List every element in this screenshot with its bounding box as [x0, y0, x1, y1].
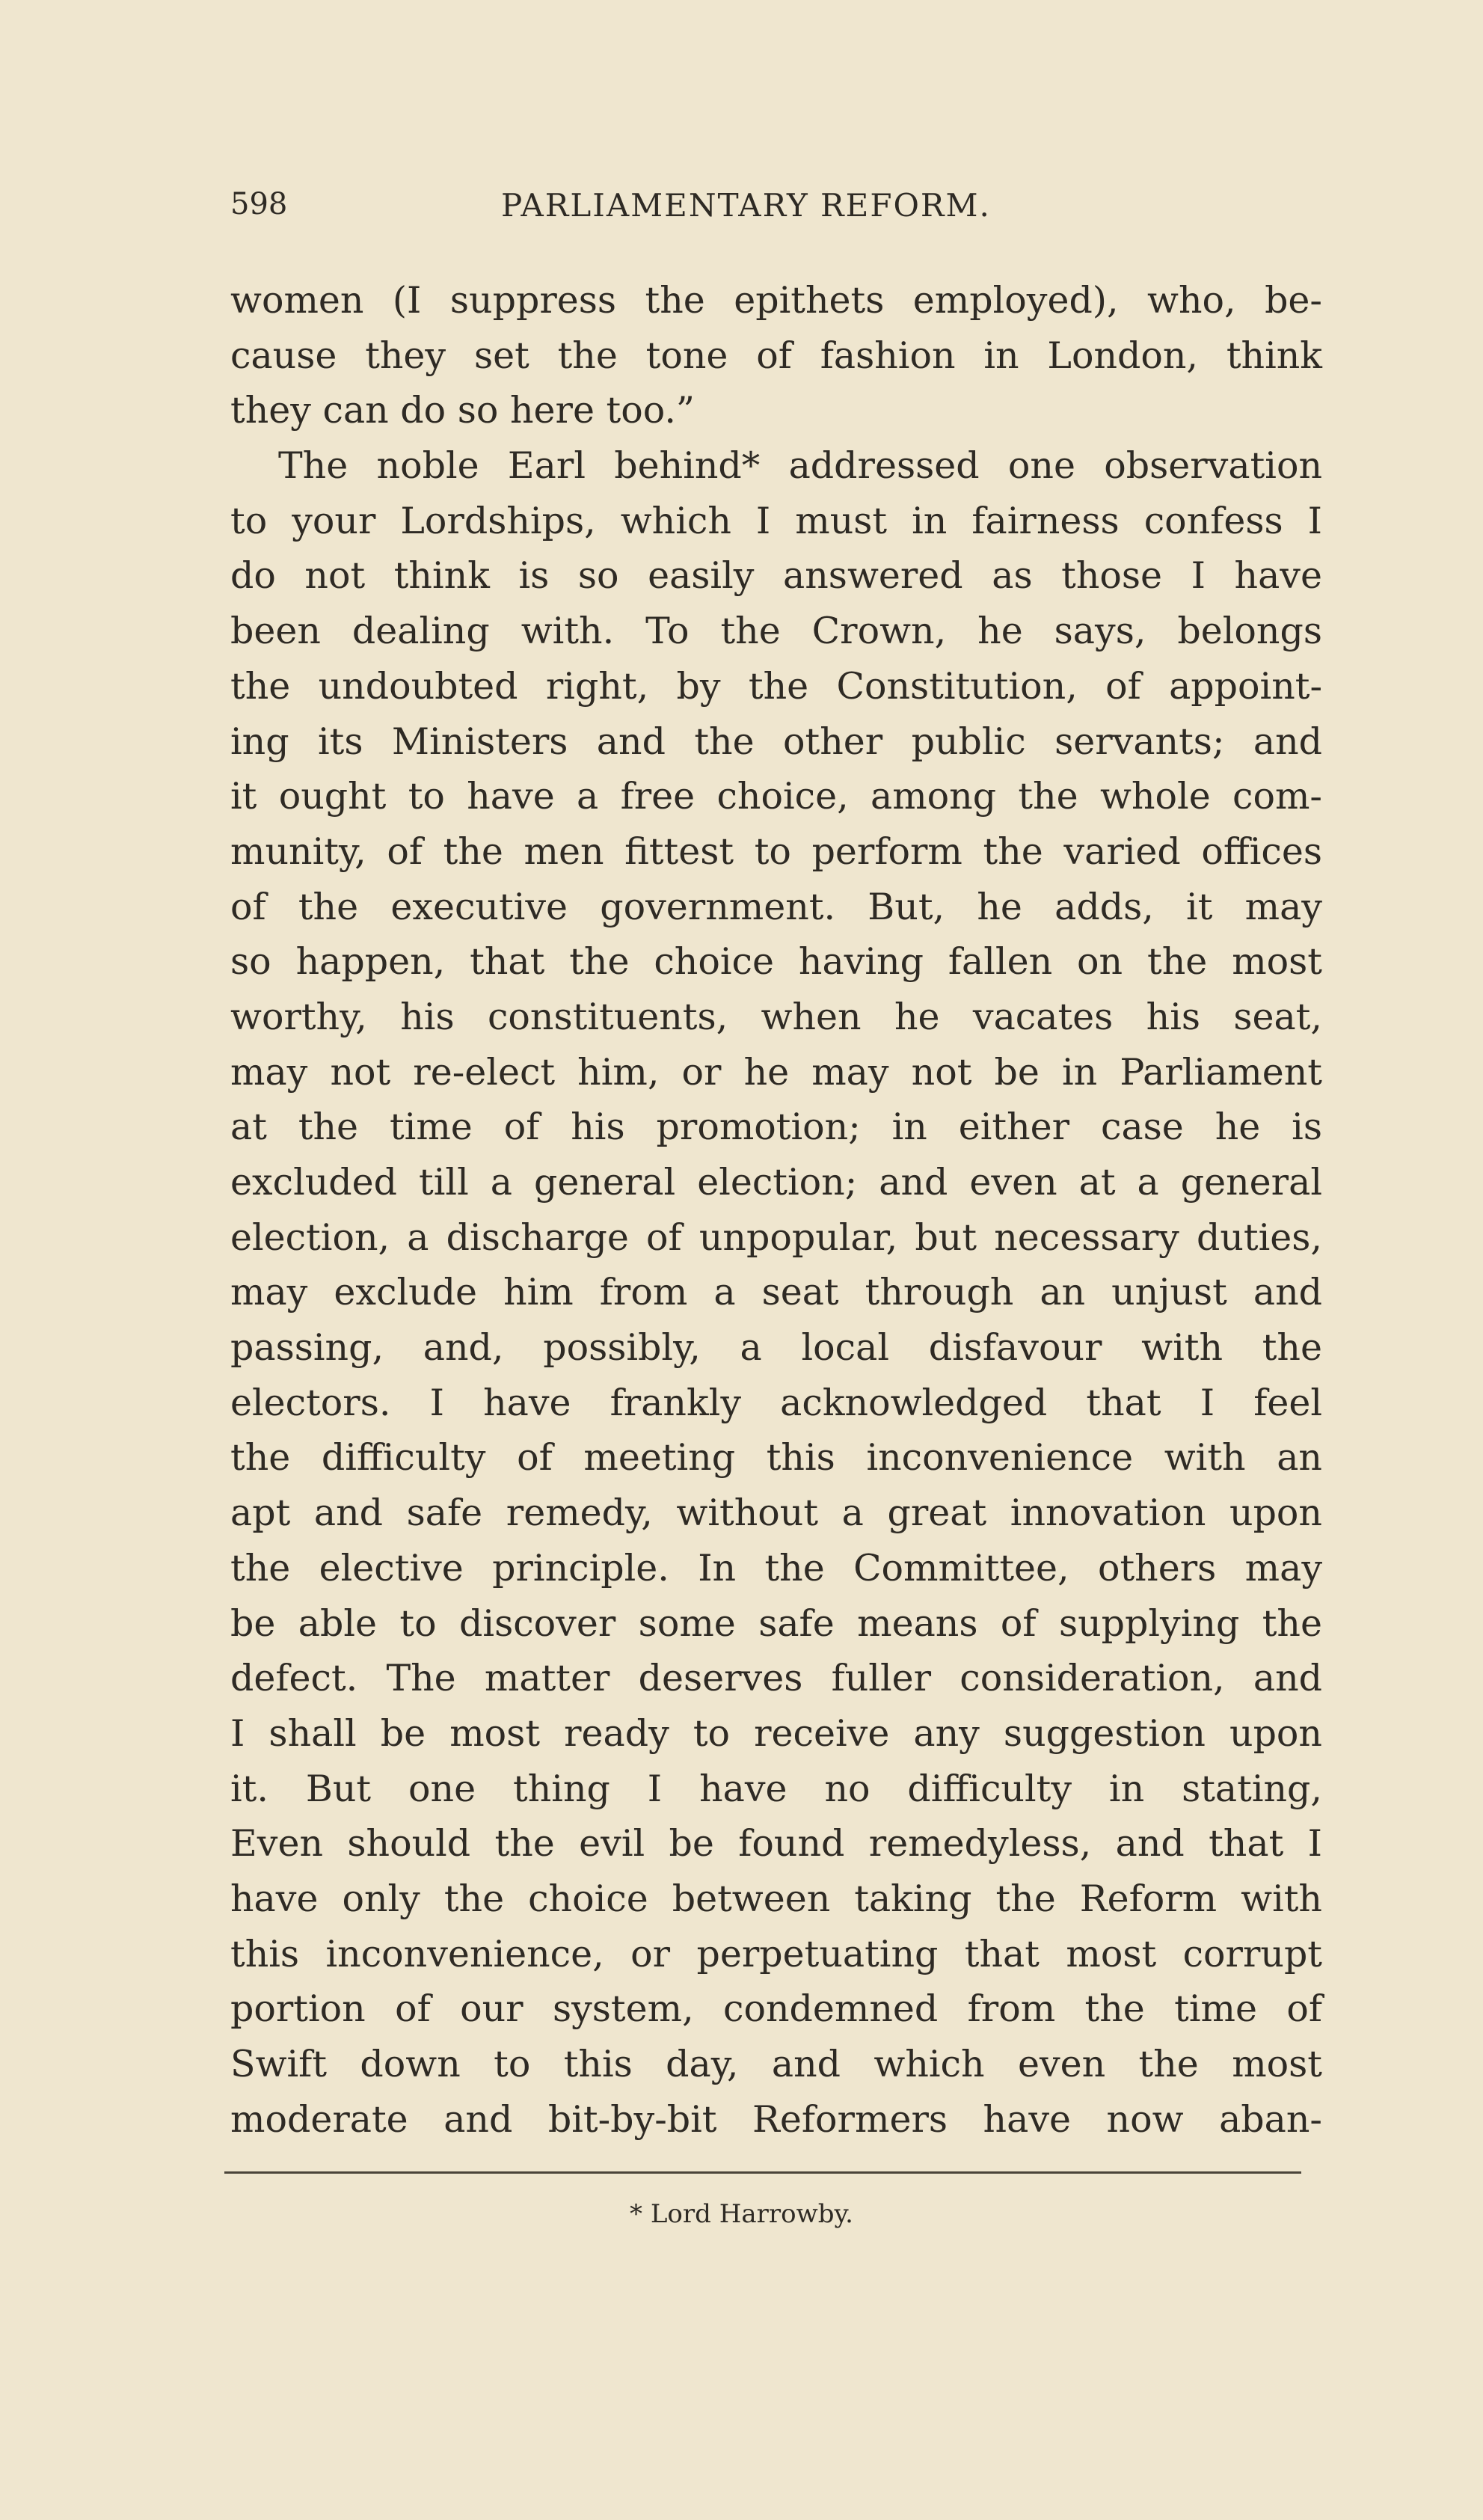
text-line: apt and safe remedy, without a great innovation upon	[230, 1492, 1322, 1535]
text-line: worthy, his constituents, when he vacates his seat,	[230, 995, 1322, 1038]
text-line: to your Lordships, which I must in fairness confess I	[230, 499, 1322, 542]
text-line: electors. I have frankly acknowledged that I feel	[230, 1381, 1322, 1424]
text-line: The noble Earl behind* addressed one observation	[278, 444, 1322, 488]
text-line: Even should the evil be found remedyless, and that I	[230, 1822, 1322, 1866]
text-line: be able to discover some safe means of supplying the	[230, 1601, 1322, 1645]
text-line: moderate and bit-by-bit Reformers have now aban-	[230, 2097, 1322, 2141]
text-line: ing its Ministers and the other public servants; and	[230, 720, 1322, 763]
text-line: they can do so here too.”	[230, 389, 695, 432]
text-line: portion of our system, condemned from the time of	[230, 1987, 1322, 2031]
page-number: 598	[230, 187, 288, 221]
text-line: defect. The matter deserves fuller consideration, and	[230, 1657, 1322, 1700]
text-line: been dealing with. To the Crown, he says, belongs	[230, 610, 1322, 653]
text-line: it. But one thing I have no difficulty in stating,	[230, 1767, 1322, 1810]
text-line: election, a discharge of unpopular, but necessary duties,	[230, 1215, 1322, 1259]
footnote-divider	[224, 2171, 1301, 2174]
text-line: the elective principle. In the Committee, others may	[230, 1546, 1322, 1589]
text-line: may not re-elect him, or he may not be in Parliament	[230, 1050, 1322, 1094]
text-line: have only the choice between taking the Reform with	[230, 1877, 1322, 1920]
text-line: at the time of his promotion; in either case he is	[230, 1106, 1322, 1149]
text-line: Swift down to this day, and which even the most	[230, 2043, 1322, 2085]
text-line: it ought to have a free choice, among the whole com-	[230, 775, 1322, 818]
text-line: women (I suppress the epithets employed), who, be-	[230, 279, 1322, 322]
text-line: munity, of the men fittest to perform the varied offices	[230, 830, 1322, 873]
text-line: the undoubted right, by the Constitution, of appoint-	[230, 664, 1322, 708]
text-line: may exclude him from a seat through an unjust and	[230, 1271, 1322, 1314]
text-line: this inconvenience, or perpetuating that most corrupt	[230, 1932, 1322, 1975]
text-line: do not think is so easily answered as those I have	[230, 554, 1322, 598]
body-text	[230, 273, 1322, 2147]
text-line: of the executive government. But, he adds, it may	[230, 885, 1322, 928]
text-line: so happen, that the choice having fallen on the most	[230, 940, 1322, 984]
footnote: * Lord Harrowby.	[630, 2199, 853, 2229]
text-line: I shall be most ready to receive any suggestion upon	[230, 1711, 1322, 1755]
text-line: the difficulty of meeting this inconvenience with an	[230, 1436, 1322, 1480]
text-line: excluded till a general election; and even at a general	[230, 1161, 1322, 1204]
running-title: PARLIAMENTARY REFORM.	[501, 187, 991, 224]
text-line: cause they set the tone of fashion in London, think	[230, 334, 1322, 377]
text-line: passing, and, possibly, a local disfavour with the	[230, 1326, 1322, 1370]
